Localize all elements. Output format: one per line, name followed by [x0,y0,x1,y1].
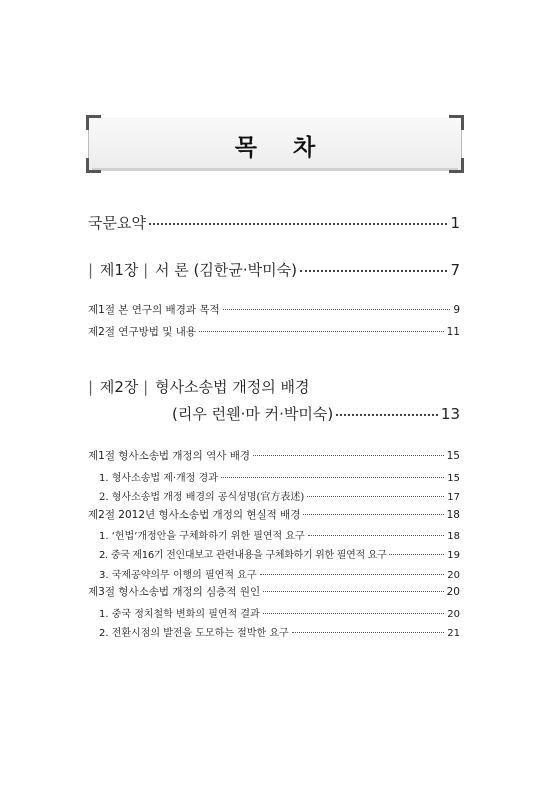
toc-chapter2-heading [88,376,309,397]
toc-entry-section[interactable] [88,584,460,599]
toc-entry-section[interactable] [88,302,460,317]
toc-page-number: 1 [450,214,460,232]
toc-page-number: 18 [447,531,460,542]
toc-entry-subsection[interactable] [99,546,460,561]
dot-leader [308,535,445,536]
chapter-title: 형사소송법 개정의 배경 [155,378,310,396]
toc-entry-chapter2[interactable] [172,403,460,424]
dot-leader [300,270,448,272]
toc-page-number: 21 [447,628,460,639]
toc-entry-section[interactable] [88,507,460,522]
toc-entry-subsection[interactable] [99,624,460,639]
dot-leader [292,632,445,633]
chapter-bar: | [88,378,94,396]
toc-page-number: 7 [450,261,460,279]
toc-entry-subsection[interactable] [99,566,460,581]
toc-entry-label: 국문요약 [88,214,146,232]
dot-leader [307,496,444,497]
toc-entry-label: 제1절 본 연구의 배경과 목적 [88,304,220,316]
toc-page-number: 15 [447,473,460,484]
toc-entry-label: 1. ‘헌법’개정안을 구체화하기 위한 필연적 요구 [99,531,305,542]
page-title: 목 차 [234,135,330,161]
chapter-title: 서 론 (김한균·박미숙) [155,261,297,279]
dot-leader [263,613,445,614]
chapter-authors: (리우 런웬·마 커·박미숙) [172,405,334,423]
toc-entry-label: 제3절 형사소송법 개정의 심층적 원인 [88,586,261,598]
toc-entry-label: 2. 형사소송법 개정 배경의 공식성명(官方表述) [99,492,305,503]
toc-page-number: 20 [447,570,460,581]
toc-entry-label [88,259,297,280]
dot-leader [221,477,444,478]
toc-entry-label: 제2절 2012년 형사소송법 개정의 현실적 배경 [88,509,301,521]
toc-entry-summary[interactable] [88,212,460,233]
dot-leader [389,554,444,555]
title-box-corner [449,115,464,130]
toc-page-number: 15 [446,450,460,462]
toc-entry-label: 2. 중국 제16기 전인대보고 관련내용을 구체화하기 위한 필연적 요구 [99,550,387,561]
chapter-number: 제2장 [99,378,139,396]
chapter-separator: | [143,378,149,396]
toc-entry-label: 1. 중국 정치철학 변화의 필연적 결과 [99,609,260,620]
toc-entry-subsection[interactable] [99,605,460,620]
toc-entry-label: 제2절 연구방법 및 내용 [88,326,196,338]
toc-page-number: 9 [453,304,460,316]
toc-title-box [88,117,462,171]
toc-entry-label: 3. 국제공약의무 이행의 필연적 요구 [99,570,257,581]
toc-page-number: 17 [447,492,460,503]
dot-leader [336,414,438,416]
dot-leader [199,331,444,332]
dot-leader [260,574,445,575]
toc-page-number: 20 [447,609,460,620]
dot-leader [253,455,444,456]
toc-entry-section[interactable] [88,448,460,463]
toc-entry-label: 1. 형사소송법 제·개정 경과 [99,473,218,484]
chapter-bar: | [88,261,94,279]
toc-entry-subsection[interactable] [99,527,460,542]
dot-leader [263,591,443,592]
toc-page-number: 18 [446,509,460,521]
title-box-corner [86,115,101,130]
toc-entry-label: 제1절 형사소송법 개정의 역사 배경 [88,450,251,462]
toc-entry-subsection[interactable] [99,469,460,484]
toc-entry-chapter1[interactable] [88,259,460,280]
toc-page-number: 19 [447,550,460,561]
title-box-shadow [92,168,458,171]
chapter-number: 제1장 [99,261,139,279]
toc-page-number: 20 [446,586,460,598]
dot-leader [223,309,451,310]
toc-entry-subsection[interactable] [99,488,460,503]
dot-leader [149,223,447,225]
dot-leader [303,514,443,515]
toc-entry-section[interactable] [88,324,460,339]
chapter-separator: | [143,261,149,279]
toc-page-number: 13 [440,405,460,423]
toc-entry-label: 2. 전환시점의 발전을 도모하는 절박한 요구 [99,628,289,639]
toc-page-number: 11 [446,326,460,338]
